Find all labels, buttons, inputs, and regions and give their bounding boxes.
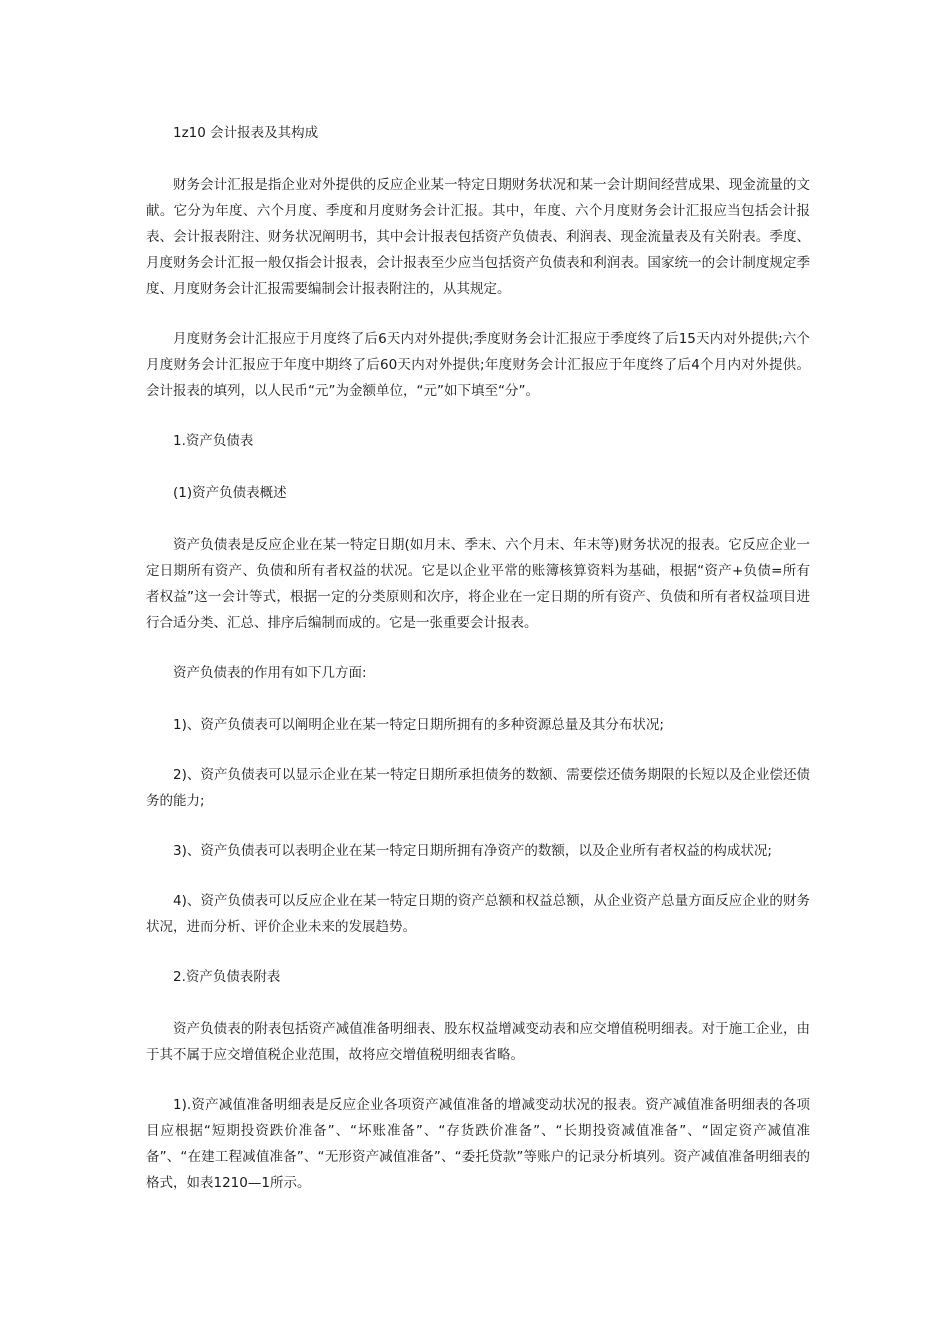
list-item-function-2: 2)、资产负债表可以显示企业在某一特定日期所承担债务的数额、需要偿还债务期限的长短以及企业偿还债务的能力; xyxy=(146,767,810,809)
paragraph-report-deadlines: 月度财务会计汇报应于月度终了后6天内对外提供;季度财务会计汇报应于季度终了后15天内对外提供;六个月度财务会计汇报应于年度中期终了后60天内对外提供;年度财务会计汇报应于年度终了后4个月内对外提供。会计报表的填列，以人民币“元”为金额单位，“元”如下填至“分”。 xyxy=(146,331,810,399)
list-item-function-3: 3)、资产负债表可以表明企业在某一特定日期所拥有净资产的数额，以及企业所有者权益的构成状况; xyxy=(173,843,772,859)
heading-balance-sheet-overview: (1)资产负债表概述 xyxy=(173,485,287,501)
document-page xyxy=(146,120,810,1220)
paragraph-balance-sheet-definition: 资产负债表是反应企业在某一特定日期(如月末、季末、六个月末、年末等)财务状况的报表。它反应企业一定日期所有资产、负债和所有者权益的状况。它是以企业平常的账簿核算资料为基础，根据“资产+负债=所有者权益”这一会计等式，根据一定的分类原则和次序，将企业在一定日期的所有资产、负债和所有者权益项目进行合适分类、汇总、排序后编制而成的。它是一张重要会计报表。 xyxy=(146,537,810,631)
paragraph-balance-sheet-functions-intro: 资产负债表的作用有如下几方面: xyxy=(173,665,367,681)
paragraph-impairment-schedule: 1).资产减值准备明细表是反应企业各项资产减值准备的增减变动状况的报表。资产减值准备明细表的各项目应根据“短期投资跌价准备”、“坏账准备”、“存货跌价准备”、“长期投资减值准备”、“固定资产减值准备”、“在建工程减值准备”、“无形资产减值准备”、“委托贷款”等账户的记录分析填列。资产减值准备明细表的格式，如表1210—1所示。 xyxy=(146,1097,810,1191)
section-title: 1z10 会计报表及其构成 xyxy=(173,125,319,141)
list-item-function-4: 4)、资产负债表可以反应企业在某一特定日期的资产总额和权益总额，从企业资产总量方面反应企业的财务状况，进而分析、评价企业未来的发展趋势。 xyxy=(146,893,810,935)
heading-balance-sheet-schedules: 2.资产负债表附表 xyxy=(173,969,281,985)
paragraph-report-definition: 财务会计汇报是指企业对外提供的反应企业某一特定日期财务状况和某一会计期间经营成果、现金流量的文献。它分为年度、六个月度、季度和月度财务会计汇报。其中，年度、六个月度财务会计汇报应当包括会计报表、会计报表附注、财务状况阐明书，其中会计报表包括资产负债表、利润表、现金流量表及有关附表。季度、月度财务会计汇报一般仅指会计报表，会计报表至少应当包括资产负债表和利润表。国家统一的会计制度规定季度、月度财务会计汇报需要编制会计报表附注的，从其规定。 xyxy=(146,177,810,297)
heading-balance-sheet: 1.资产负债表 xyxy=(173,433,254,449)
list-item-function-1: 1)、资产负债表可以阐明企业在某一特定日期所拥有的多种资源总量及其分布状况; xyxy=(173,717,664,733)
paragraph-schedules-overview: 资产负债表的附表包括资产减值准备明细表、股东权益增减变动表和应交增值税明细表。对于施工企业，由于其不属于应交增值税企业范围，故将应交增值税明细表省略。 xyxy=(146,1021,810,1063)
